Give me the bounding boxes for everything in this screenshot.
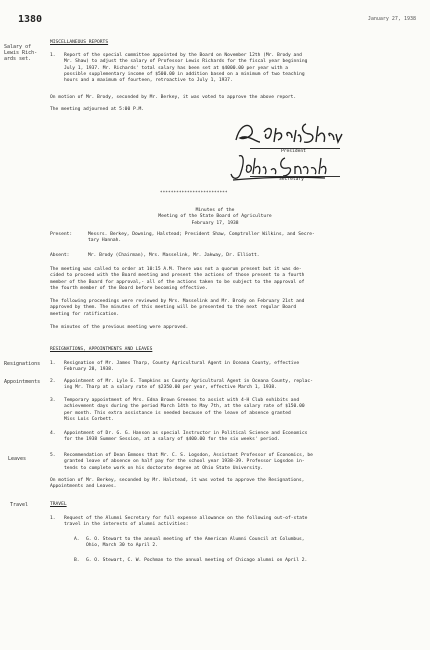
secretary-label: Secretary	[279, 177, 304, 182]
present-label: Present:	[50, 232, 73, 237]
item-line: Appointment of Dr. G. G. Hanson as special Instructor in Political Science and Economics	[64, 431, 308, 436]
review-paragraph	[50, 299, 304, 318]
margin-note-salary: Salary of Lewis Rich- ards set.	[4, 44, 38, 62]
minutes-title-line: Meeting of the State Board of Agriculture	[158, 214, 272, 220]
motion-line: On motion of Mr. Berkey, seconded by Mr. Halstead, it was voted to approve the Resignations,	[50, 478, 305, 483]
travel-item-text	[64, 516, 307, 529]
misc-line: July 1, 1937. Mr. Richards' total salary has been set at $4000.00 per year with a	[64, 65, 289, 71]
ral-heading: RESIGNATIONS, APPOINTMENTS AND LEAVES	[50, 347, 153, 352]
travel-sub-line: G. O. Stewart to the annual meeting of the American Alumni Council at Columbus,	[86, 537, 305, 542]
absent-text: Mr. Brody (Chairman), Mrs. Masselink, Mr. Jakway, Dr. Elliott.	[88, 253, 260, 258]
misc-line: Mr. Shaw) to adjust the salary of Professor Lewis Richards for the fiscal year beginning	[64, 59, 308, 65]
present-line: tary Hannah.	[88, 238, 122, 244]
item-line: Appointment of Mr. Lyle E. Tompkins as County Agricultural Agent in Oceana County, replac-	[64, 379, 313, 384]
misc-item-number: 1.	[50, 53, 56, 58]
travel-sub-letter: A.	[74, 537, 80, 542]
misc-reports-heading: MISCELLANEOUS REPORTS	[50, 40, 109, 45]
motion-line: Appointments and Leaves.	[50, 484, 117, 490]
item-number: 5.	[50, 453, 56, 458]
travel-line: travel in the interests of alumni activities:	[64, 522, 189, 528]
item-text	[64, 431, 307, 444]
margin-note-leaves: Leaves	[8, 456, 27, 462]
ral-motion	[50, 478, 304, 491]
item-line: granted leave of absence on half pay for the school year 1938-39. Professor Logsdon in-	[64, 459, 305, 465]
item-number: 3.	[50, 398, 56, 403]
president-label: President	[281, 149, 306, 154]
paragraph-line: meeting for ratification.	[50, 311, 120, 317]
item-number: 1.	[50, 361, 56, 366]
misc-line: hours and a maximum of fourteen, retroactive to July 1, 1937.	[64, 78, 233, 84]
item-line: for the 1938 Summer Session, at a salary of $400.00 for the six weeks' period.	[64, 437, 280, 443]
paragraph-line: The meeting was called to order at 10:15 A.M. There was not a quorum present but it was de-	[50, 267, 302, 272]
travel-sub-line: Ohio, March 30 to April 2.	[86, 543, 158, 549]
item-line: per month. This extra assistance is needed because of the leave of absence granted	[64, 410, 291, 416]
item-line: Temporary appointment of Mrs. Edna Brown Greenes to assist with 4-H Club exhibits and	[64, 398, 300, 403]
item-text	[64, 361, 299, 374]
margin-note-resignations: Resignations	[4, 361, 41, 367]
minutes-title	[0, 208, 430, 227]
paragraph-line: The following proceedings were reviewed by Mrs. Masselink and Mr. Brody on February 21st and	[50, 299, 305, 304]
call-to-order-paragraph	[50, 267, 304, 292]
minutes-title-line: Minutes of the	[195, 208, 235, 213]
minutes-title-line: February 17, 1938	[191, 220, 239, 226]
misc-line: Report of the special committee appointed by the Board on November 12th (Mr. Brody and	[64, 53, 302, 58]
adjourned-text: The meeting adjourned at 5:00 P.M.	[50, 107, 145, 112]
misc-item-text	[64, 53, 307, 84]
date-header: January 27, 1938	[367, 16, 416, 22]
item-line: February 28, 1938.	[64, 367, 114, 373]
president-signature	[230, 118, 345, 150]
misc-line: possible supplementary income of $500.00 in addition based on a minimum of two teaching	[64, 71, 305, 77]
present-text	[88, 232, 315, 245]
paragraph-line: the fourth member of the Board before becoming effective.	[50, 285, 208, 291]
paragraph-line: member of the Board for approval,- all of the actions taken to be subject to the approval of	[50, 279, 305, 285]
paragraph-line: approved by them. The minutes of this meeting will be presented to the next regular Board	[50, 305, 297, 311]
travel-item-number: 1.	[50, 516, 56, 521]
item-line: Miss Lois Corbett.	[64, 416, 114, 422]
previous-minutes-paragraph: The minutes of the previous meeting were approved.	[50, 325, 189, 330]
item-line: Recommendation of Dean Emmons that Mr. C. S. Logsdon, Assistant Professor of Economics, be	[64, 453, 313, 458]
travel-sub-text	[86, 558, 307, 564]
item-number: 4.	[50, 431, 56, 436]
paragraph-line: cided to proceed with the Board meeting and present the actions of those present to a fourth	[50, 273, 305, 279]
item-number: 2.	[50, 379, 56, 384]
item-text	[64, 453, 313, 472]
margin-note-appointments: Appointments	[4, 379, 41, 385]
page-number: 1380	[18, 14, 43, 25]
item-line: Resignation of Mr. James Tharp, County Agricultural Agent in Oceana County, effective	[64, 361, 300, 366]
travel-sub-letter: B.	[74, 558, 80, 563]
margin-note-travel: Travel	[10, 502, 29, 508]
item-line: tends to complete work on his doctorate degree at Ohio State University.	[64, 465, 264, 471]
item-line: ing Mr. Tharp at a salary rate of $2350.00 per year, effective March 1, 1938.	[64, 385, 277, 391]
travel-sub-line: G. O. Stewart, C. W. Pochman to the annual meeting of Chicago alumni on April 2.	[86, 558, 308, 563]
absent-label: Absent:	[50, 253, 70, 258]
item-text	[64, 379, 313, 392]
star-separator: *************************	[160, 190, 228, 195]
misc-motion: On motion of Mr. Brody, seconded by Mr. Berkey, it was voted to approve the above report.	[50, 95, 297, 100]
travel-line: Request of the Alumni Secretary for full expense allowance on the following out-of-state	[64, 516, 308, 521]
present-line: Messrs. Berkey, Downing, Halstead; President Shaw, Comptroller Wilkins, and Secre-	[88, 232, 315, 237]
item-line: achievement days during the period March 14th to May 7th, at the salary rate of $150.00	[64, 404, 305, 410]
travel-heading: TRAVEL	[50, 502, 67, 507]
item-text	[64, 398, 305, 423]
travel-sub-text	[86, 537, 305, 550]
